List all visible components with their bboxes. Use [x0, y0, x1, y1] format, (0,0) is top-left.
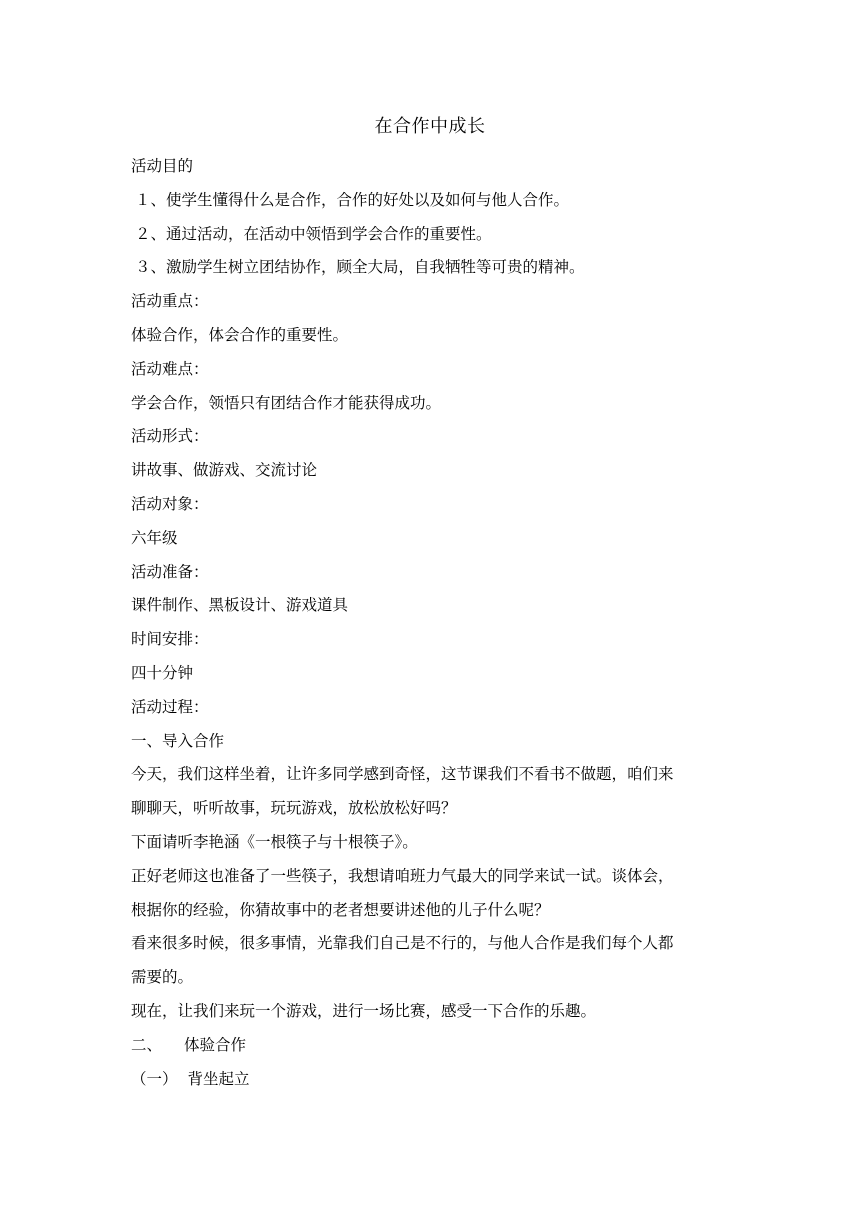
part1-paragraph-3-line-1: 正好老师这也准备了一些筷子，我想请咱班力气最大的同学来试一试。谈体会， [131, 866, 674, 885]
part2-heading [131, 1029, 731, 1063]
time-text: 四十分钟 [131, 663, 194, 682]
part1-paragraph-5: 现在，让我们来玩一个游戏，进行一场比赛，感受一下合作的乐趣。 [131, 1001, 597, 1020]
part1-paragraph-2: 下面请听李艳涵《一根筷子与十根筷子》。 [131, 832, 418, 851]
part2-subheading [131, 1063, 731, 1097]
process-heading: 活动过程： [131, 697, 209, 716]
document-title: 在合作中成长 [374, 116, 486, 137]
difficulty-heading: 活动难点： [131, 359, 209, 378]
form-heading: 活动形式： [131, 427, 209, 446]
goal-item-2: ２、通过活动，在活动中领悟到学会合作的重要性。 [135, 224, 492, 243]
goal-heading: 活动目的 [131, 157, 194, 175]
part1-paragraph-1-line-1: 今天，我们这样坐着，让许多同学感到奇怪，这节课我们不看书不做题，咱们来 [131, 765, 674, 784]
difficulty-text: 学会合作，领悟只有团结合作才能获得成功。 [131, 393, 442, 412]
time-heading: 时间安排： [131, 630, 209, 649]
form-text: 讲故事、做游戏、交流讨论 [131, 461, 318, 480]
part2-heading-text: 体验合作 [184, 1035, 247, 1054]
part2-heading-number: 二、 [131, 1035, 163, 1054]
prep-text: 课件制作、黑板设计、游戏道具 [131, 596, 349, 615]
part2-subheading-text: 背坐起立 [187, 1069, 250, 1088]
goal-item-1: １、使学生懂得什么是合作，合作的好处以及如何与他人合作。 [135, 190, 570, 209]
part1-paragraph-4-line-2: 需要的。 [131, 968, 194, 987]
goal-item-3: ３、激励学生树立团结协作，顾全大局，自我牺牲等可贵的精神。 [135, 258, 585, 277]
part1-paragraph-3-line-2: 根据你的经验，你猜故事中的老者想要讲述他的儿子什么呢？ [131, 900, 550, 919]
part1-paragraph-1-line-2: 聊聊天，听听故事，玩玩游戏，放松放松好吗？ [131, 799, 457, 818]
prep-heading: 活动准备： [131, 562, 209, 581]
target-heading: 活动对象： [131, 494, 209, 513]
target-text: 六年级 [131, 528, 178, 547]
part1-paragraph-4-line-1: 看来很多时候，很多事情，光靠我们自己是不行的，与他人合作是我们每个人都 [131, 934, 674, 953]
part1-heading: 一、导入合作 [131, 731, 225, 750]
document-body [131, 150, 731, 1096]
part2-subheading-number: （一） [131, 1069, 178, 1088]
focus-heading: 活动重点： [131, 292, 209, 311]
focus-text: 体验合作，体会合作的重要性。 [131, 325, 349, 344]
